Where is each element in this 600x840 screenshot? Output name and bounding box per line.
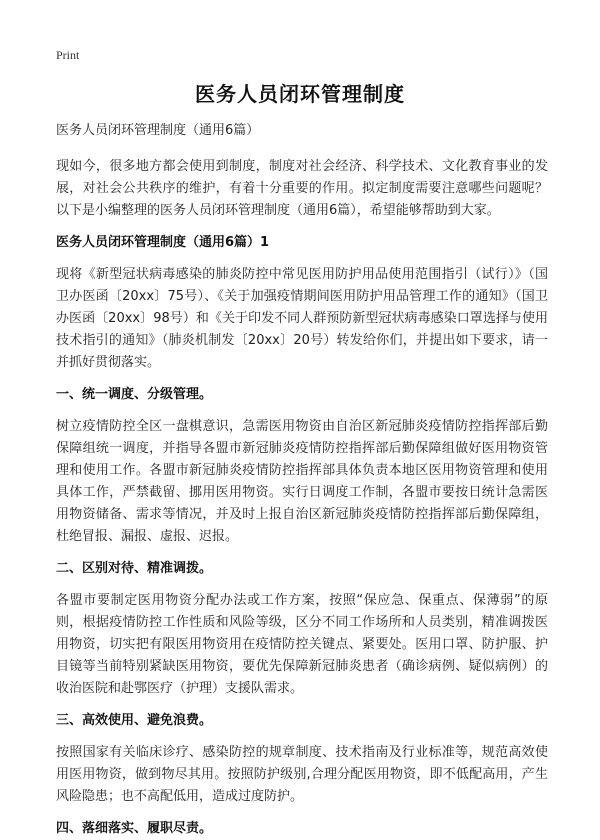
section-paragraph: 现将《新型冠状病毒感染的肺炎防控中常见医用防护用品使用范围指引（试行）》（国卫办医函〔20xx〕75号）、《关于加强疫情期间医用防护用品管理工作的通知》（国卫办医函〔20xx〕98号）和《关于印发不同人群预防新型冠状病毒感染口罩选择与使用技术指引的通知》（肺炎机制发〔20xx〕20号）转发给你们，并提出如下要求，请一并抓好贯彻落实。 <box>56 267 548 370</box>
item-heading-3: 三、高效使用、避免浪费。 <box>56 713 213 728</box>
item-heading-4: 四、落细落实、履职尽责。 <box>56 821 213 836</box>
section-heading: 医务人员闭环管理制度（通用6篇）1 <box>56 235 270 250</box>
page-title: 医务人员闭环管理制度 <box>195 82 405 106</box>
item-heading-1: 一、统一调度、分级管理。 <box>56 387 213 402</box>
item-heading-2: 二、区别对待、精准调拨。 <box>56 561 213 576</box>
document-subtitle: 医务人员闭环管理制度（通用6篇） <box>56 123 260 138</box>
document-body <box>56 120 548 840</box>
item-paragraph-2: 各盟市要制定医用物资分配办法或工作方案，按照“保应急、保重点、保薄弱”的原则，根据疫情防控工作性质和风险等级，区分不同工作场所和人员类别，精准调拨医用物资，切实把有限医用物资用在疫情防控关键点、紧要处。医用口罩、防护服、护目镜等当前特别紧缺医用物资，要优先保障新冠肺炎患者（确诊病例、疑似病例）的收治医院和赴鄂医疗（护理）支援队需求。 <box>56 593 548 696</box>
item-paragraph-3: 按照国家有关临床诊疗、感染防控的规章制度、技术指南及行业标准等，规范高效使用医用物资，做到物尽其用。按照防护级别,合理分配医用物资，即不低配高用，产生风险隐患；也不高配低用，造成过度防护。 <box>56 745 548 804</box>
intro-paragraph: 现如今，很多地方都会使用到制度，制度对社会经济、科学技术、文化教育事业的发展，对社会公共秩序的维护，有着十分重要的作用。拟定制度需要注意哪些问题呢？以下是小编整理的医务人员闭环管理制度（通用6篇），希望能够帮助到大家。 <box>56 159 548 218</box>
print-link[interactable]: Print <box>56 48 80 62</box>
item-paragraph-1: 树立疫情防控全区一盘棋意识，急需医用物资由自治区新冠肺炎疫情防控指挥部后勤保障组统一调度，并指导各盟市新冠肺炎疫情防控指挥部后勤保障组做好医用物资管理和使用工作。各盟市新冠肺炎疫情防控指挥部具体负责本地区医用物资管理和使用具体工作，严禁截留、挪用医用物资。实行日调度工作制，各盟市要按日统计急需医用物资储备、需求等情况，并及时上报自治区新冠肺炎疫情防控指挥部后勤保障组，杜绝冒报、漏报、虚报、迟报。 <box>56 419 548 544</box>
